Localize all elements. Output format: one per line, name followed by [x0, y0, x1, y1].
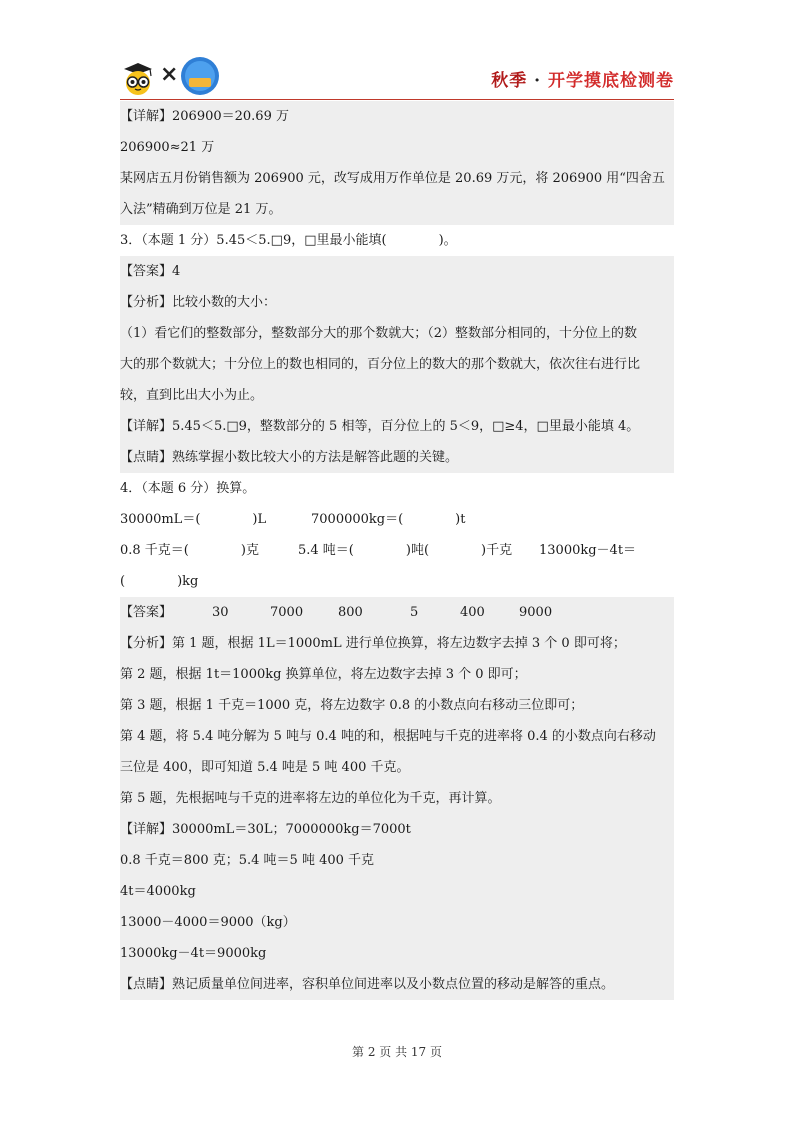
q4-answer-block — [120, 597, 674, 1000]
q4-answer-line — [120, 597, 674, 628]
q4-analysis-line: 第 5 题，先根据吨与千克的进率将左边的单位化为千克，再计算。 — [120, 791, 501, 806]
math101-logo-icon — [180, 56, 220, 96]
q4-item-4: 5.4 吨＝( )吨( )千克 — [298, 543, 513, 558]
q4-item-2: 7000000kg＝( )t — [311, 512, 466, 527]
q4-answer-value: 7000 — [270, 605, 304, 620]
q4-row2 — [120, 535, 674, 566]
q4-answer-value: 800 — [338, 605, 363, 620]
q4-analysis-line: 第 3 题，根据 1 千克＝1000 克，将左边数字 0.8 的小数点向右移动三位即可； — [120, 698, 584, 713]
q4-item-3: 0.8 千克＝( )克 — [120, 543, 259, 558]
q4-analysis-line: 第 2 题，根据 1t＝1000kg 换算单位，将左边数字去掉 3 个 0 即可； — [120, 667, 527, 682]
q2-detail-line: 入法”精确到万位是 21 万。 — [120, 202, 282, 217]
q3-analysis-line: （1）看它们的整数部分，整数部分大的那个数就大；（2）整数部分相同的，十分位上的数 — [120, 326, 638, 341]
exam-title: 秋季 · 开学摸底检测卷 — [491, 71, 674, 91]
q4-answer-value: 9000 — [519, 605, 553, 620]
q4-detail-line: 13000－4000＝9000（kg） — [120, 915, 296, 930]
q3-analysis-line: 【分析】比较小数的大小： — [120, 295, 277, 310]
page-number: 第 2 页 共 17 页 — [352, 1045, 442, 1059]
q3-analysis-line: 大的那个数就大；十分位上的数也相同的，百分位上的数大的那个数就大，依次往右进行比 — [120, 357, 641, 372]
q4-answer-value: 400 — [460, 605, 485, 620]
q3-analysis-line: 较，直到比出大小为止。 — [120, 388, 264, 403]
header-divider — [120, 99, 674, 100]
q4-answer-label: 【答案】 — [120, 605, 173, 620]
q4-item-5: 13000kg－4t＝ — [539, 543, 637, 558]
q4-answer-value: 5 — [410, 605, 419, 620]
q3-comment: 【点睛】熟练掌握小数比较大小的方法是解答此题的关键。 — [120, 450, 459, 465]
q4-stem: 4．（本题 6 分）换算。 — [120, 481, 256, 496]
q4-detail-line: 4t＝4000kg — [120, 884, 196, 899]
page-content — [120, 101, 674, 1000]
q4-analysis-line: 三位是 400，即可知道 5.4 吨是 5 吨 400 千克。 — [120, 760, 410, 775]
q3-answer: 【答案】4 — [120, 264, 181, 279]
q3-stem: 3．（本题 1 分）5.45＜5.□9，□里最小能填( )。 — [120, 233, 457, 248]
q4-detail-line: 【详解】30000mL＝30L；7000000kg＝7000t — [120, 822, 411, 837]
q4-detail-line: 13000kg－4t＝9000kg — [120, 946, 267, 961]
q4-detail-line: 0.8 千克＝800 克；5.4 吨＝5 吨 400 千克 — [120, 853, 375, 868]
q4-row3: ( )kg — [120, 574, 199, 589]
q2-detail-line: 【详解】206900＝20.69 万 — [120, 109, 289, 124]
q4-item-1: 30000mL＝( )L — [120, 512, 267, 527]
q4-analysis-line: 【分析】第 1 题，根据 1L＝1000mL 进行单位换算，将左边数字去掉 3 个 0 即可将； — [120, 636, 626, 651]
q4-answer-value: 30 — [212, 605, 229, 620]
q2-detail-block — [120, 101, 674, 225]
q4-row1 — [120, 504, 674, 535]
q4-analysis-line: 第 4 题，将 5.4 吨分解为 5 吨与 0.4 吨的和，根据吨与千克的进率将 0.4 的小数点向右移动 — [120, 729, 656, 744]
q2-detail-line: 206900≈21 万 — [120, 140, 215, 155]
page-header — [120, 56, 674, 100]
q2-detail-line: 某网店五月份销售额为 206900 元，改写成用万作单位是 20.69 万元，将 206900 用“四舍五 — [120, 171, 665, 186]
owl-logo-icon — [120, 60, 156, 96]
q4-comment: 【点睛】熟记质量单位间进率，容积单位间进率以及小数点位置的移动是解答的重点。 — [120, 977, 615, 992]
logo-separator: × — [160, 62, 179, 87]
q3-answer-block — [120, 256, 674, 473]
q3-detail: 【详解】5.45＜5.□9，整数部分的 5 相等，百分位上的 5＜9，□≥4，□里最小能填 4。 — [120, 419, 640, 434]
